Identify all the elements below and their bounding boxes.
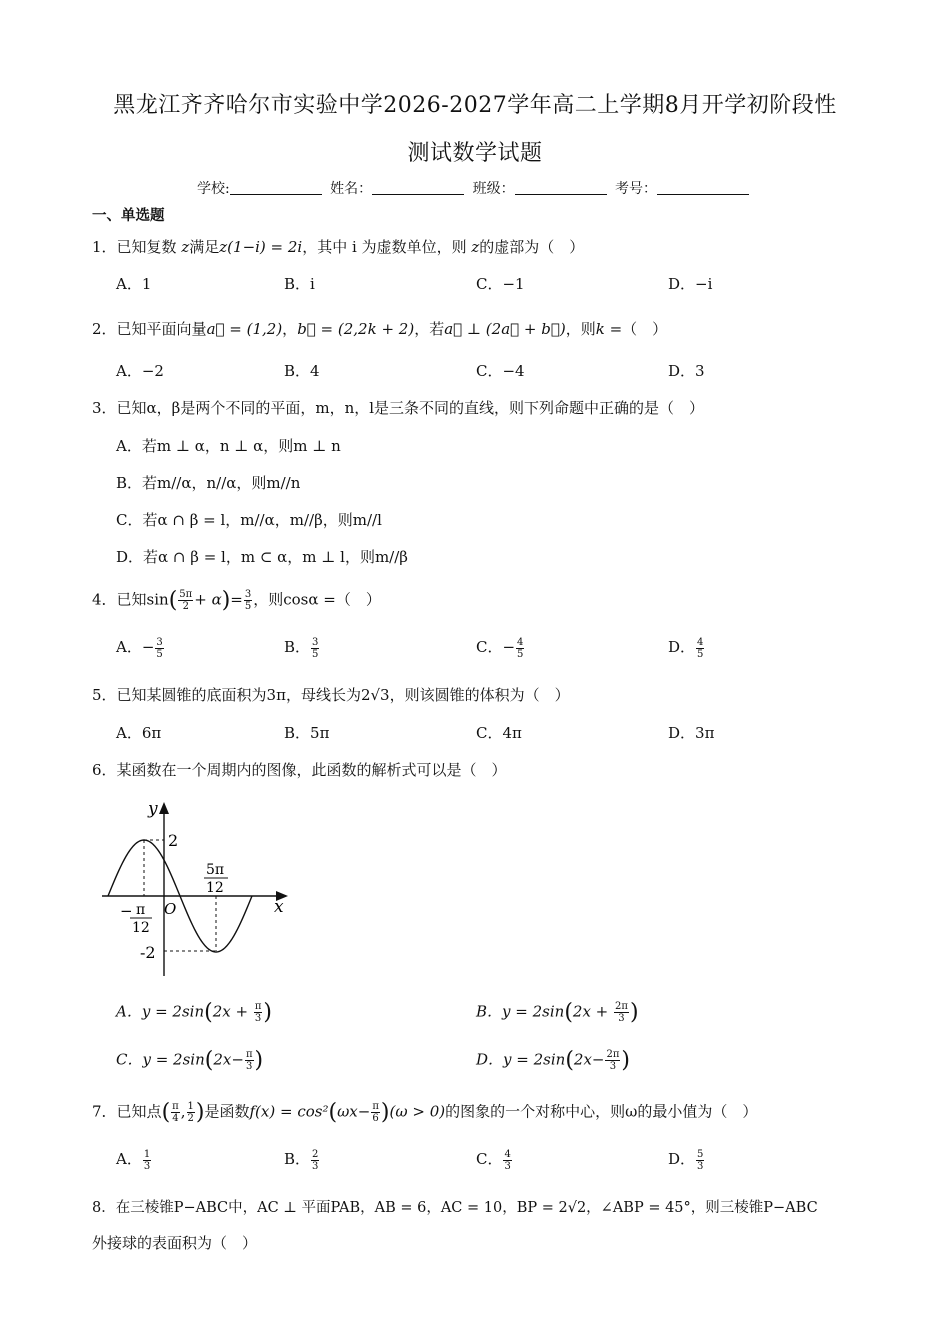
q3-option-b[interactable]: B．若m//α，n//α，则m//n [116, 474, 301, 492]
school-label: 学校: [196, 181, 230, 197]
question-6 [92, 759, 507, 780]
q2-option-a[interactable]: A．−2 [116, 362, 164, 380]
name-blank[interactable] [372, 180, 464, 195]
q2-option-d[interactable]: D．3 [668, 362, 705, 380]
question-4 [92, 588, 381, 613]
q4-eq: = [230, 590, 243, 609]
question-number: 6． [92, 761, 117, 779]
q4-stem: 已知sin [116, 590, 169, 609]
q4-stem-b: ，则cosα =（ ） [253, 590, 381, 609]
q1-stem-b: 满足 [189, 238, 220, 256]
question-7: 7．已知点( $\frac{\pi}{4}$ , $\frac{1}{2}$ )是函数f(x) = cos²(ωx− $\frac{\pi}{6}$ )(ω > 0)的图象的一个对称中心，则ω的最小值为（ ） [92, 1100, 758, 1125]
q2-vector-b: b⃗ = (2,2k + 2) [297, 320, 415, 338]
class-blank[interactable] [515, 180, 607, 195]
exam-number-blank[interactable] [657, 180, 749, 195]
question-8 [92, 1196, 818, 1217]
x-right-denominator: 12 [206, 880, 224, 896]
q1-option-b[interactable]: B．i [284, 275, 315, 293]
q4-fraction: $\frac{5\pi}{2}$ [179, 589, 193, 612]
question-number: 8． [92, 1200, 116, 1216]
q2-vector-a: a⃗ = (1,2) [206, 320, 283, 338]
q7-option-a[interactable]: A． $\frac{1}{3}$ [116, 1148, 151, 1172]
q4-option-c[interactable]: C．− $\frac{4}{5}$ [476, 636, 524, 660]
q7-option-c[interactable]: C． $\frac{4}{3}$ [476, 1148, 511, 1172]
q1-stem-d: 的虚部为（ ） [479, 238, 585, 256]
school-blank[interactable] [230, 180, 322, 195]
x-right-numerator: 5π [206, 862, 225, 878]
q4-option-a[interactable]: A．− $\frac{3}{5}$ [116, 636, 163, 660]
q3-option-a[interactable]: A．若m ⊥ α，n ⊥ α，则m ⊥ n [116, 437, 341, 455]
q4-plus-alpha: + α [194, 590, 222, 609]
student-info-line [0, 178, 950, 198]
x-left-numerator: π [136, 902, 146, 918]
q2-sep: ， [282, 320, 298, 338]
q3-option-d[interactable]: D．若α ∩ β = l，m ⊂ α，m ⊥ l，则m//β [116, 548, 408, 566]
question-2 [92, 318, 667, 339]
q2-stem: 已知平面向量 [116, 320, 207, 338]
q7-condition: (ω > 0) [389, 1102, 446, 1121]
question-number: 4． [92, 590, 117, 609]
q1-stem: 已知复数 [116, 238, 177, 256]
origin-label: O [164, 900, 177, 918]
q7-stem-c: 的图象的一个对称中心，则ω的最小值为（ ） [445, 1102, 758, 1121]
question-8-line2: 外接球的表面积为（ ） [92, 1234, 258, 1252]
q6-option-c[interactable]: C．y = 2sin(2x− $\frac{\pi}{3}$ ) [116, 1048, 264, 1073]
question-number: 2． [92, 320, 117, 338]
y-max-label: 2 [168, 831, 179, 850]
q4-option-b[interactable]: B． $\frac{3}{5}$ [284, 636, 319, 660]
q6-option-b[interactable]: B．y = 2sin(2x + $\frac{2\pi}{3}$ ) [476, 1000, 639, 1025]
q2-end: ，则 [565, 320, 596, 338]
question-number: 5． [92, 686, 117, 704]
q1-var-z: z [181, 238, 190, 256]
q4-result-fraction: $\frac{3}{5}$ [244, 589, 252, 612]
y-axis-arrow-icon [159, 802, 169, 814]
q1-option-d[interactable]: D．−i [668, 275, 713, 293]
q8-stem: 在三棱锥P−ABC中，AC ⊥ 平面PAB，AB = 6，AC = 10，BP = 2√2，∠ABP = 45°，则三棱锥P−ABC [115, 1200, 818, 1216]
q2-k: k = [595, 320, 623, 338]
x-left-sign: − [120, 902, 133, 920]
exam-title-line1: 黑龙江齐齐哈尔市实验中学2026-2027学年高二上学期8月开学初阶段性 [113, 93, 837, 118]
paren-close: ) [221, 588, 231, 613]
x-left-denominator: 12 [132, 920, 150, 936]
question-number: 3． [92, 399, 117, 417]
q1-option-a[interactable]: A．1 [116, 275, 152, 293]
exam-number-label: 考号： [615, 181, 658, 197]
q1-option-c[interactable]: C．−1 [476, 275, 525, 293]
q7-option-b[interactable]: B． $\frac{2}{3}$ [284, 1148, 319, 1172]
class-label: 班级： [472, 181, 515, 197]
q6-option-a[interactable]: A．y = 2sin(2x + $\frac{\pi}{3}$ ) [116, 1000, 272, 1025]
sine-graph [92, 796, 302, 986]
q6-stem: 某函数在一个周期内的图像，此函数的解析式可以是（ ） [116, 761, 507, 779]
q1-stem-c: ，其中 i 为虚数单位，则 [302, 238, 467, 256]
q6-option-d[interactable]: D．y = 2sin(2x− $\frac{2\pi}{3}$ ) [476, 1048, 631, 1073]
name-label: 姓名： [330, 181, 373, 197]
x-axis-label: x [274, 897, 284, 917]
question-5 [92, 684, 570, 705]
q5-option-a[interactable]: A．6π [116, 724, 162, 742]
y-axis-label: y [148, 799, 158, 819]
question-1 [92, 236, 584, 257]
question-number: 7． [92, 1102, 117, 1121]
q2-mid: ，若 [414, 320, 445, 338]
q5-option-d[interactable]: D．3π [668, 724, 715, 742]
q5-stem: 已知某圆锥的底面积为3π，母线长为2√3，则该圆锥的体积为（ ） [116, 686, 570, 704]
section-title: 一、单选题 [92, 208, 165, 224]
q7-function: f(x) = cos² [249, 1102, 329, 1121]
q7-option-d[interactable]: D． $\frac{5}{3}$ [668, 1148, 704, 1172]
q5-option-c[interactable]: C．4π [476, 724, 522, 742]
q7-stem-b: 是函数 [204, 1102, 250, 1121]
q2-condition: a⃗ ⊥ (2a⃗ + b⃗) [444, 320, 566, 338]
question-number: 1． [92, 238, 117, 256]
q2-option-c[interactable]: C．−4 [476, 362, 525, 380]
question-3 [92, 397, 704, 418]
q7-stem: 已知点 [116, 1102, 162, 1121]
q3-stem: 已知α，β是两个不同的平面，m，n，l是三条不同的直线，则下列命题中正确的是（ ） [116, 399, 705, 417]
paren-open: ( [168, 588, 178, 613]
exam-title-line2: 测试数学试题 [407, 141, 543, 166]
q2-option-b[interactable]: B．4 [284, 362, 320, 380]
y-min-label: -2 [140, 943, 156, 962]
q5-option-b[interactable]: B．5π [284, 724, 330, 742]
q2-paren: （ ） [622, 320, 668, 338]
q3-option-c[interactable]: C．若α ∩ β = l，m//α，m//β，则m//l [116, 511, 382, 529]
q1-equation: z(1−i) = 2i [219, 238, 303, 256]
q4-option-d[interactable]: D． $\frac{4}{5}$ [668, 636, 704, 660]
q1-var-z-2: z [471, 238, 480, 256]
